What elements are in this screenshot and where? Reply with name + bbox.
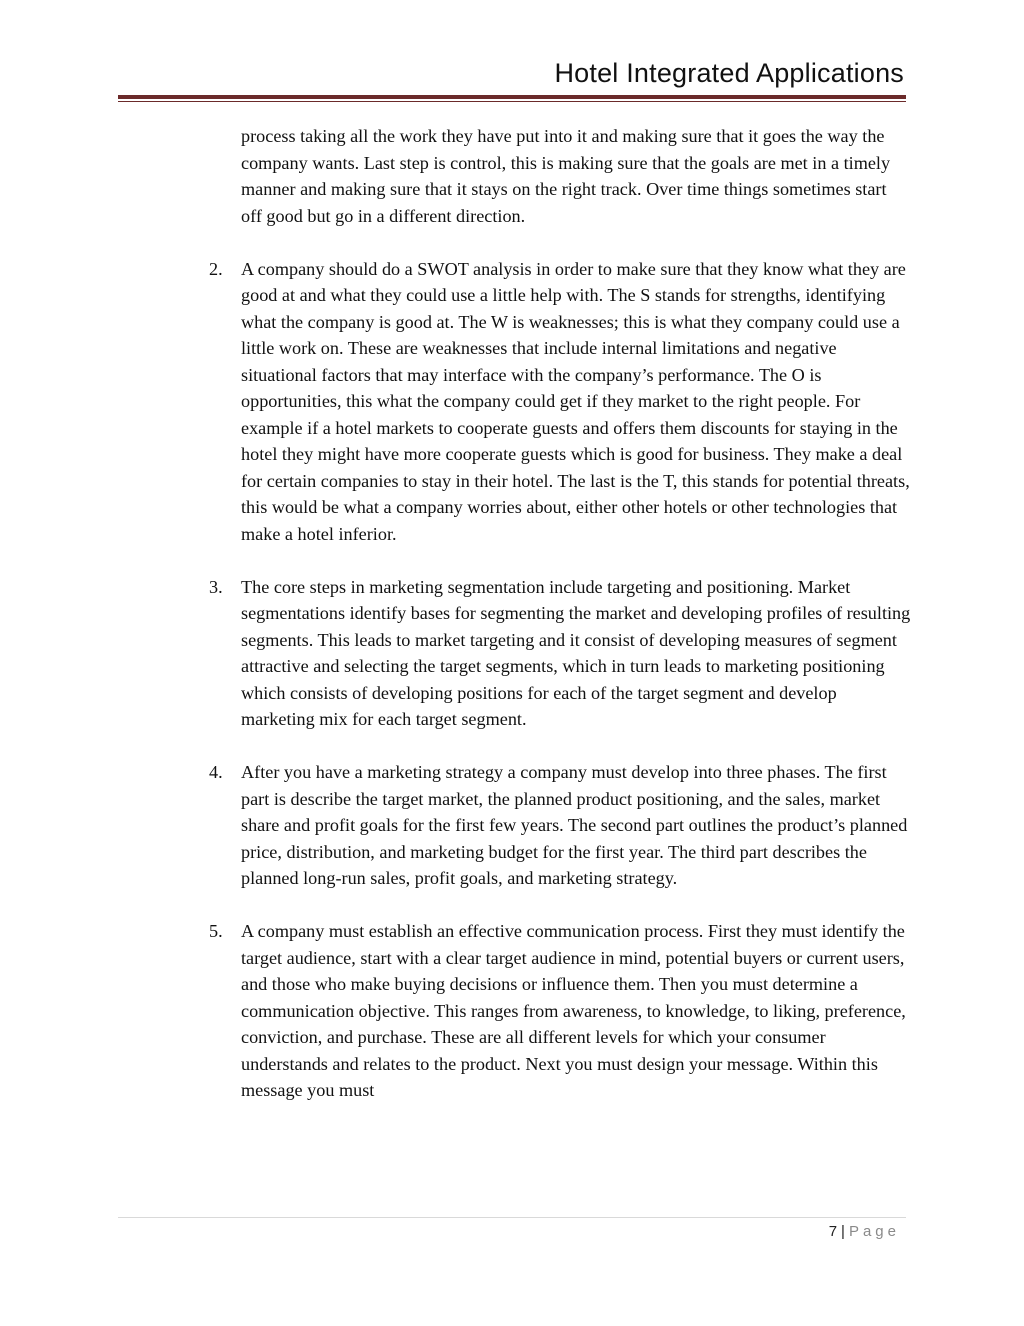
list-item-text: After you have a marketing strategy a company must develop into three phases. The first part is describe the target market, the planned product positioning, and the sales, market share and profit goals for the first few years. The second part outlines the product’s planned price, distribution, and marketing budget for the first year. The third part describes the planned long-run sales, profit goals, and marketing strategy. [241, 762, 908, 888]
list-item [209, 256, 911, 548]
list-item-number: 2. [209, 258, 223, 279]
page-word: Page [848, 1223, 900, 1240]
list-item-text: A company should do a SWOT analysis in order to make sure that they know what they are good at and what they could use a little help with. The S stands for strengths, identifying what the company is good at. The W is weaknesses; this is what they company could use a little work on. These are weaknesses that include internal limitations and negative situational factors that may interface with the company’s performance. The O is opportunities, this what the company could get if they market to the right people. For example if a hotel markets to cooperate guests and offers them discounts for staying in the hotel they might have more cooperate guests which is good for business. They make a deal for certain companies to stay in their hotel. The last is the T, this stands for potential threats, this would be what a company worries about, either other hotels or other technologies that make a hotel inferior. [241, 258, 910, 544]
page-separator: | [841, 1223, 845, 1240]
list-item [209, 759, 911, 892]
list-item [209, 918, 911, 1104]
body-text [209, 123, 911, 1130]
footer-rule [118, 1217, 906, 1218]
page-number: 7 [828, 1223, 838, 1240]
list-item-number: 5. [209, 921, 223, 941]
continuation-paragraph: process taking all the work they have put into it and making sure that it goes the way the company wants. Last step is control, this is making sure that the goals are met in a timely manner and making sure that it stays on the right track. Over time things sometimes start off good but go in a different direction. [241, 126, 891, 226]
list-item-text: A company must establish an effective communication process. First they must identify the target audience, start with a clear target audience in mind, potential buyers or current users, and those who make buying decisions or influence them. Then you must determine a communication objective. This ranges from awareness, to knowledge, to liking, preference, conviction, and purchase. These are all different levels for which your consumer understands and relates to the product. Next you must design your message. Within this message you must [241, 921, 906, 1100]
list-item [209, 574, 911, 733]
list-item-number: 4. [209, 762, 223, 782]
header-rule-thick [118, 95, 906, 99]
header-rule-thin [118, 101, 906, 102]
list-item-number: 3. [209, 576, 223, 597]
header-title: Hotel Integrated Applications [554, 58, 904, 88]
list-item-text: The core steps in marketing segmentation include targeting and positioning. Market segmentations identify bases for segmenting the market and developing profiles of resulting segments. This leads to market targeting and it consist of developing measures of segment attractive and selecting the target segments, which in turn leads to marketing positioning which consists of developing positions for each of the target segment and develop marketing mix for each target segment. [241, 576, 911, 729]
page-number-footer [829, 1223, 900, 1240]
